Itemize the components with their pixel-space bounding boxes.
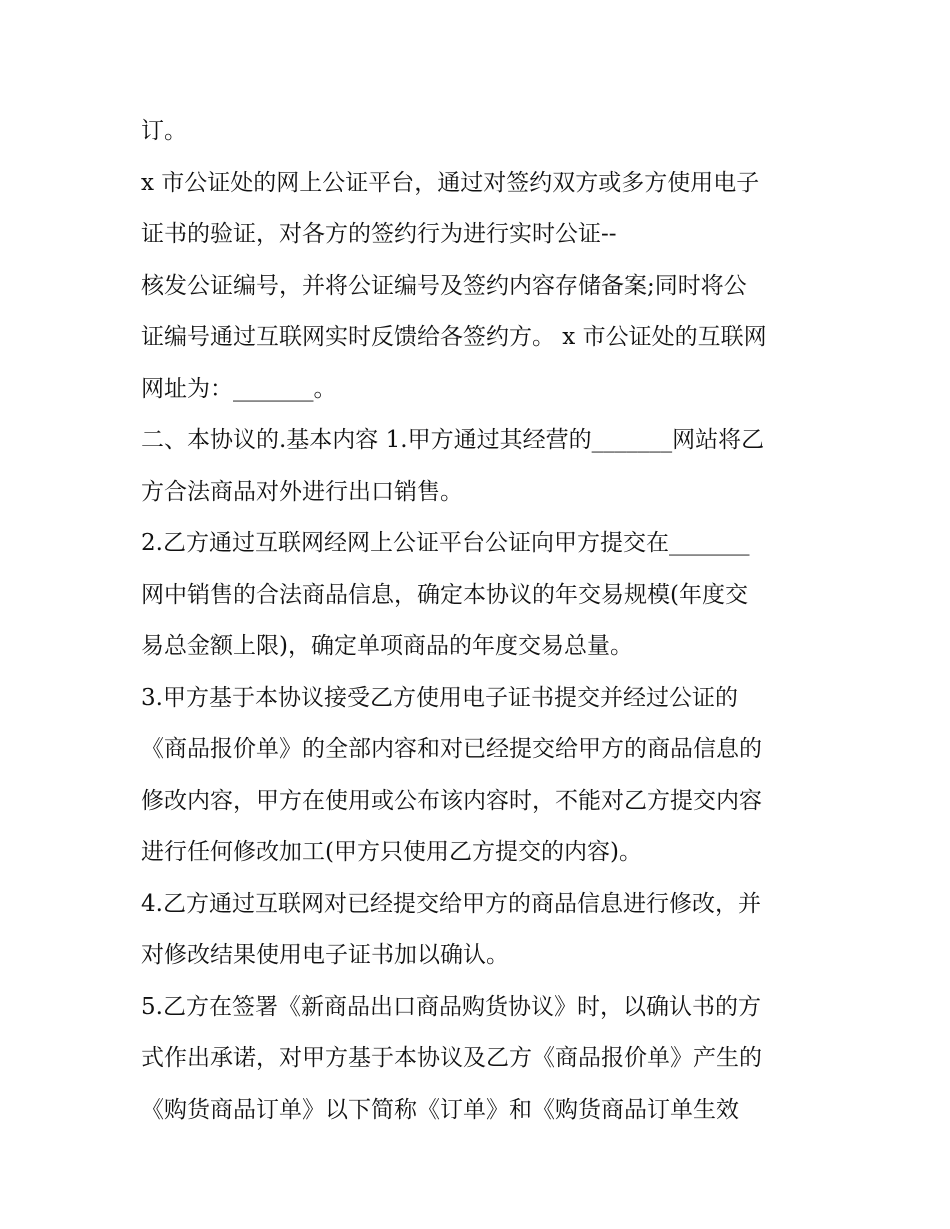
text-line: 易总金额上限)，确定单项商品的年度交易总量。 — [141, 633, 633, 659]
text-line: 进行任何修改加工(甲方只使用乙方提交的内容)。 — [141, 839, 642, 865]
document-body — [141, 106, 821, 1136]
text-line: 证编号通过互联网实时反馈给各签约方。 x 市公证处的互联网 — [141, 324, 767, 350]
text-line: 对修改结果使用电子证书加以确认。 — [141, 942, 509, 968]
text-line: 方合法商品对外进行出口销售。 — [141, 478, 463, 505]
text-line: 式作出承诺，对甲方基于本协议及乙方《商品报价单》产生的 — [141, 1045, 762, 1071]
text-line: 网中销售的合法商品信息，确定本协议的年交易规模(年度交 — [141, 581, 748, 608]
text-line: 修改内容，甲方在使用或公布该内容时，不能对乙方提交内容 — [141, 787, 762, 814]
text-line: 4.乙方通过互联网对已经提交给甲方的商品信息进行修改，并 — [141, 890, 761, 917]
text-line: 网址为：_______。 — [141, 375, 337, 402]
text-line: 证书的验证，对各方的签约行为进行实时公证-- — [141, 221, 617, 247]
text-line: 二、本协议的.基本内容 1.甲方通过其经营的_______网站将乙 — [141, 427, 765, 453]
text-line: 《购货商品订单》以下简称《订单》和《购货商品订单生效 — [141, 1096, 739, 1123]
text-line: 3.甲方基于本协议接受乙方使用电子证书提交并经过公证的 — [141, 684, 738, 711]
text-line: 5.乙方在签署《新商品出口商品购货协议》时，以确认书的方 — [141, 993, 761, 1020]
text-line: 《商品报价单》的全部内容和对已经提交给甲方的商品信息的 — [141, 736, 762, 762]
text-line: 核发公证编号，并将公证编号及签约内容存储备案;同时将公 — [141, 272, 747, 299]
text-line: x 市公证处的网上公证平台，通过对签约双方或多方使用电子 — [141, 169, 760, 196]
text-line: 2.乙方通过互联网经网上公证平台公证向甲方提交在_______ — [141, 530, 750, 556]
text-line: 订。 — [141, 118, 187, 144]
